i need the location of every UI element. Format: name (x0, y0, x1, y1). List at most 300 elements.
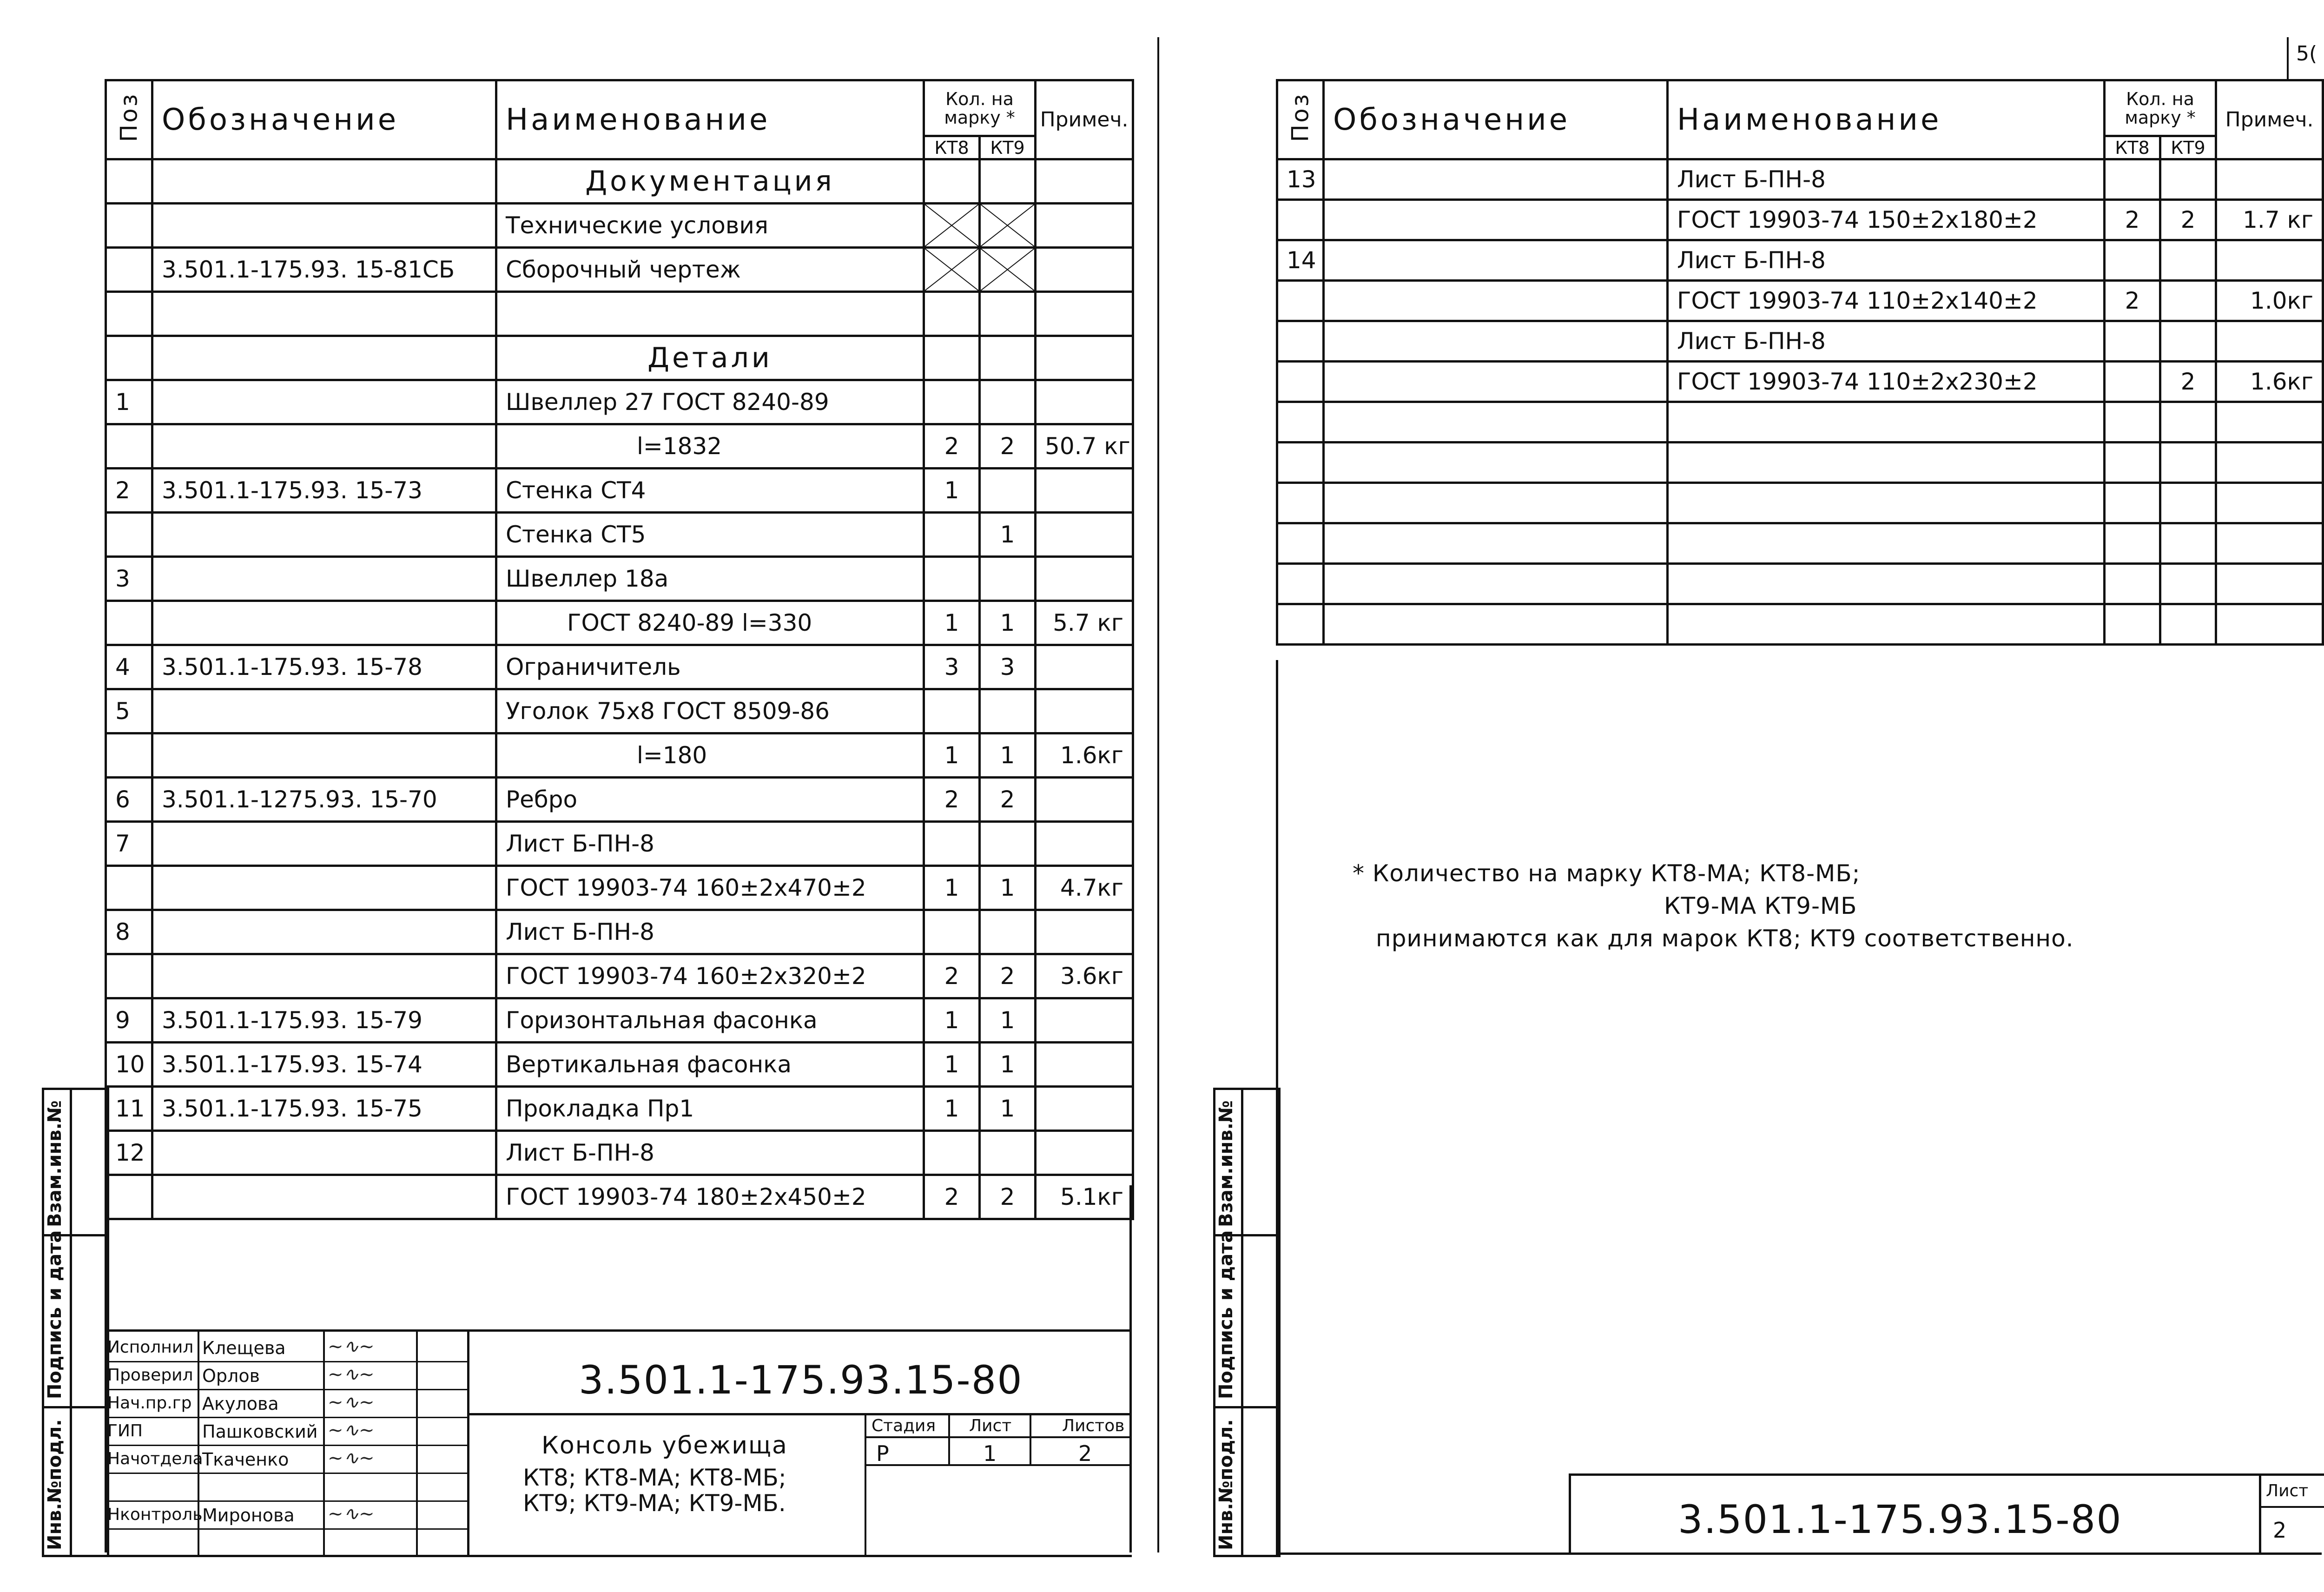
note-line-3: принимаются как для марок КТ8; КТ9 соответственно. (1376, 925, 2074, 952)
cell-poz (106, 954, 152, 998)
cell-kt8 (924, 292, 980, 336)
cell-poz (1277, 564, 1324, 604)
cell-kt9 (980, 469, 1036, 513)
cell-name: Ребро (496, 778, 924, 822)
table-row (106, 601, 1133, 645)
cell-poz (106, 601, 152, 645)
table-row (1277, 443, 2323, 483)
cell-prim (1036, 292, 1133, 336)
cell-prim (1036, 822, 1133, 866)
cell-prim (1036, 1087, 1133, 1131)
table-row (1277, 321, 2323, 362)
cell-poz (1277, 321, 1324, 362)
cell-name (1668, 443, 2105, 483)
cell-kt9 (2160, 281, 2216, 321)
cell-prim (1036, 557, 1133, 601)
cell-prim: 50.7 кг (1036, 424, 1133, 469)
cell-prim (2216, 159, 2323, 200)
note-line-2: КТ9-МА КТ9-МБ (1664, 892, 1857, 919)
cell-kt8 (924, 822, 980, 866)
cell-kt8 (2105, 443, 2160, 483)
cell-kt9: 2 (2160, 200, 2216, 240)
cell-poz: 12 (106, 1131, 152, 1175)
cell-prim: 1.6кг (2216, 362, 2323, 402)
cell-prim (1036, 910, 1133, 954)
table-row (106, 645, 1133, 689)
right-list-value: 2 (2273, 1518, 2287, 1543)
cell-kt8 (924, 204, 980, 248)
right-tb-v (2259, 1476, 2261, 1555)
cell-prim (2216, 321, 2323, 362)
cell-obozn (1324, 159, 1668, 200)
left-sidebar-podpis: Подпись и дата (44, 1230, 66, 1399)
cell-poz (106, 248, 152, 292)
signature-icon: ~∿~ (328, 1364, 375, 1385)
tb-v3 (416, 1332, 418, 1555)
cell-kt9 (2160, 604, 2216, 645)
table-row (106, 1131, 1133, 1175)
cell-kt8: 1 (924, 733, 980, 778)
table-row (106, 1043, 1133, 1087)
cell-obozn (1324, 564, 1668, 604)
cell-prim (1036, 336, 1133, 380)
cell-kt8 (924, 380, 980, 424)
stamp-row-line (105, 1417, 467, 1418)
cell-kt8 (924, 557, 980, 601)
cell-kt8: 2 (2105, 281, 2160, 321)
cell-kt9 (2160, 443, 2216, 483)
cell-name: Прокладка Пр1 (496, 1087, 924, 1131)
cell-kt9: 2 (980, 778, 1036, 822)
stadia-value: Р (876, 1441, 889, 1466)
tb-v4 (467, 1332, 469, 1555)
cell-obozn (152, 380, 496, 424)
cell-name: Ограничитель (496, 645, 924, 689)
cell-obozn (152, 424, 496, 469)
col-naimenovanie-right: Наименование (1668, 80, 2105, 159)
tb-v2 (323, 1332, 325, 1555)
cell-obozn (152, 1175, 496, 1219)
cell-prim (2216, 604, 2323, 645)
cell-name: Лист Б-ПН-8 (1668, 240, 2105, 281)
cell-prim (1036, 778, 1133, 822)
cell-obozn (152, 204, 496, 248)
col-poz-right (1277, 80, 1324, 159)
signature-icon: ~∿~ (328, 1447, 375, 1469)
cell-poz (106, 1175, 152, 1219)
stamp-row-line (105, 1528, 467, 1530)
cell-prim: 4.7кг (1036, 866, 1133, 910)
cell-kt9: 1 (980, 513, 1036, 557)
cell-obozn (1324, 321, 1668, 362)
table-row (1277, 604, 2323, 645)
tb-h-stadia (865, 1436, 1132, 1438)
stamp-title-2: КТ8; КТ8-МА; КТ8-МБ; (523, 1464, 786, 1491)
table-row (1277, 240, 2323, 281)
cell-kt8 (924, 159, 980, 204)
stadia-label: Стадия (872, 1416, 936, 1435)
cell-name: ГОСТ 8240-89 l=330 (496, 601, 924, 645)
cell-prim (1036, 513, 1133, 557)
table-row (1277, 523, 2323, 564)
cell-prim (1036, 689, 1133, 733)
cell-obozn (1324, 362, 1668, 402)
cell-obozn (1324, 483, 1668, 523)
cell-kt9: 2 (980, 954, 1036, 998)
cell-kt8: 2 (924, 1175, 980, 1219)
col-poz-label: Поз (115, 92, 143, 142)
cell-kt9 (2160, 564, 2216, 604)
left-sidebar-vzam: Взам.инв.№ (44, 1100, 66, 1227)
col-kol-right: Кол. на марку * (2105, 80, 2216, 136)
cell-kt9 (980, 292, 1036, 336)
cell-kt9 (2160, 240, 2216, 281)
right-sheet (1171, 0, 2324, 1592)
stamp-person: Акулова (202, 1394, 279, 1414)
cell-kt9 (980, 248, 1036, 292)
cell-obozn (1324, 604, 1668, 645)
signature-icon: ~∿~ (328, 1420, 375, 1441)
table-row (106, 469, 1133, 513)
cell-obozn: 3.501.1-175.93. 15-81СБ (152, 248, 496, 292)
right-sidebar-h2 (1215, 1406, 1278, 1408)
cell-prim (2216, 443, 2323, 483)
col-oboznachenie: Обозначение (152, 80, 496, 159)
cell-name (1668, 523, 2105, 564)
table-row (106, 1175, 1133, 1219)
cell-name (1668, 402, 2105, 443)
col-kol: Кол. на марку * (924, 80, 1036, 136)
cell-prim (1036, 204, 1133, 248)
cell-kt9 (2160, 402, 2216, 443)
cell-name: ГОСТ 19903-74 160±2х470±2 (496, 866, 924, 910)
stamp-code: 3.501.1-175.93.15-80 (579, 1357, 1023, 1403)
signature-icon: ~∿~ (328, 1392, 375, 1413)
cell-kt8 (924, 248, 980, 292)
cell-poz (106, 292, 152, 336)
stamp-row-line (105, 1445, 467, 1446)
cell-poz (1277, 402, 1324, 443)
cell-poz (1277, 443, 1324, 483)
right-sidebar-inv: Инв.№подл. (1215, 1419, 1237, 1550)
cell-prim (1036, 469, 1133, 513)
note-line-1: * Количество на марку КТ8-МА; КТ8-МБ; (1353, 860, 1861, 887)
cell-kt8 (2105, 604, 2160, 645)
table-row (1277, 281, 2323, 321)
cell-kt8 (2105, 483, 2160, 523)
title-block (105, 1329, 1132, 1557)
cell-kt9: 2 (980, 1175, 1036, 1219)
table-row (106, 159, 1133, 204)
cell-poz: 2 (106, 469, 152, 513)
table-row (106, 1087, 1133, 1131)
cell-prim (1036, 1043, 1133, 1087)
col-primech: Примеч. (1036, 80, 1133, 159)
tb-h-main (467, 1413, 1132, 1415)
cell-poz (106, 424, 152, 469)
cell-name: Стенка СТ4 (496, 469, 924, 513)
stamp-person: Ткаченко (202, 1449, 289, 1470)
cell-name: Лист Б-ПН-8 (1668, 321, 2105, 362)
cell-kt9: 3 (980, 645, 1036, 689)
cell-obozn (152, 159, 496, 204)
right-tb-h (2259, 1506, 2324, 1508)
col-naimenovanie: Наименование (496, 80, 924, 159)
table-row (106, 998, 1133, 1043)
corner-mark (2287, 37, 2289, 79)
cell-prim (2216, 402, 2323, 443)
cell-name: Сборочный чертеж (496, 248, 924, 292)
cell-kt9: 2 (980, 424, 1036, 469)
cross-mark-icon (925, 205, 978, 246)
fold-mark (1157, 37, 1159, 1552)
cell-name: Уголок 75х8 ГОСТ 8509-86 (496, 689, 924, 733)
cell-kt8 (2105, 402, 2160, 443)
cell-poz: 6 (106, 778, 152, 822)
cell-obozn (1324, 523, 1668, 564)
cross-mark-icon (981, 249, 1034, 291)
cell-kt9 (980, 689, 1036, 733)
cell-prim: 3.6кг (1036, 954, 1133, 998)
cell-kt9: 1 (980, 998, 1036, 1043)
cell-kt8 (924, 1131, 980, 1175)
cell-kt8 (924, 513, 980, 557)
cell-kt9: 2 (2160, 362, 2216, 402)
cell-name: Лист Б-ПН-8 (1668, 159, 2105, 200)
cell-prim (1036, 998, 1133, 1043)
cell-poz (106, 159, 152, 204)
stamp-role: ГИП (107, 1421, 143, 1440)
table-row (106, 424, 1133, 469)
cell-kt8: 1 (924, 1087, 980, 1131)
stamp-role: Нконтроль (107, 1505, 203, 1524)
cell-poz: 7 (106, 822, 152, 866)
cell-kt8 (2105, 362, 2160, 402)
stamp-title-3: КТ9; КТ9-МА; КТ9-МБ. (523, 1490, 786, 1517)
right-title-block (1569, 1473, 2324, 1555)
tb-v-stadia (865, 1413, 866, 1555)
cell-kt8 (924, 336, 980, 380)
table-row (106, 248, 1133, 292)
stamp-row-line (105, 1361, 467, 1362)
cell-poz (1277, 362, 1324, 402)
cell-poz (106, 336, 152, 380)
col-kt8-right: КТ8 (2105, 136, 2160, 159)
cell-obozn (152, 292, 496, 336)
list-label: Лист (969, 1416, 1012, 1435)
cell-kt9 (980, 910, 1036, 954)
tb-v-list (948, 1413, 950, 1464)
tb-v-listov (1030, 1413, 1031, 1464)
cell-obozn (152, 822, 496, 866)
cell-name: ГОСТ 19903-74 110±2х230±2 (1668, 362, 2105, 402)
table-row (1277, 564, 2323, 604)
table-row (1277, 402, 2323, 443)
cell-poz: 14 (1277, 240, 1324, 281)
cell-kt8: 1 (924, 866, 980, 910)
cell-kt9 (2160, 483, 2216, 523)
cell-poz (1277, 483, 1324, 523)
spec-table-left (105, 79, 1134, 1220)
list-value: 1 (983, 1441, 997, 1466)
cell-kt8: 2 (2105, 200, 2160, 240)
cell-prim (1036, 1131, 1133, 1175)
cell-name: Документация (496, 159, 924, 204)
table-row (106, 866, 1133, 910)
cell-obozn (152, 866, 496, 910)
cell-prim (2216, 523, 2323, 564)
col-primech-right: Примеч. (2216, 80, 2323, 159)
cell-poz (1277, 523, 1324, 564)
stamp-person: Орлов (202, 1366, 260, 1386)
cell-obozn (152, 733, 496, 778)
cell-kt8: 3 (924, 645, 980, 689)
cell-poz (106, 513, 152, 557)
table-row (106, 513, 1133, 557)
cell-kt8 (2105, 159, 2160, 200)
cell-kt9: 1 (980, 1043, 1036, 1087)
table-row (106, 733, 1133, 778)
cell-kt9: 1 (980, 733, 1036, 778)
cell-prim (1036, 380, 1133, 424)
cell-obozn (152, 601, 496, 645)
cell-prim (2216, 240, 2323, 281)
cell-prim (1036, 645, 1133, 689)
signature-icon: ~∿~ (328, 1336, 375, 1357)
signature-icon: ~∿~ (328, 1503, 375, 1525)
cell-poz (1277, 200, 1324, 240)
cell-poz (1277, 281, 1324, 321)
cell-name: Лист Б-ПН-8 (496, 822, 924, 866)
cell-name: l=1832 (496, 424, 924, 469)
col-kt8: КТ8 (924, 136, 980, 159)
table-row (106, 557, 1133, 601)
cell-obozn: 3.501.1-175.93. 15-73 (152, 469, 496, 513)
table-row (106, 822, 1133, 866)
cell-kt8 (924, 910, 980, 954)
cell-prim (2216, 483, 2323, 523)
cell-name (496, 292, 924, 336)
cell-kt9: 1 (980, 866, 1036, 910)
cell-name: Детали (496, 336, 924, 380)
cell-kt9 (980, 336, 1036, 380)
cell-name: Лист Б-ПН-8 (496, 1131, 924, 1175)
cell-name (1668, 564, 2105, 604)
cell-poz: 9 (106, 998, 152, 1043)
cell-obozn: 3.501.1-1275.93. 15-70 (152, 778, 496, 822)
cell-name (1668, 483, 2105, 523)
cell-kt8: 1 (924, 469, 980, 513)
table-row (106, 204, 1133, 248)
cell-kt9 (980, 380, 1036, 424)
table-row (1277, 362, 2323, 402)
cell-name: ГОСТ 19903-74 180±2х450±2 (496, 1175, 924, 1219)
cell-kt8: 1 (924, 601, 980, 645)
cell-name: Швеллер 18а (496, 557, 924, 601)
cell-poz (106, 204, 152, 248)
cell-name: ГОСТ 19903-74 110±2х140±2 (1668, 281, 2105, 321)
cell-poz: 13 (1277, 159, 1324, 200)
table-row (106, 336, 1133, 380)
cell-kt8 (2105, 564, 2160, 604)
cell-kt9 (980, 557, 1036, 601)
cell-kt9: 1 (980, 1087, 1036, 1131)
cell-poz (106, 866, 152, 910)
cell-name: Технические условия (496, 204, 924, 248)
sidebar-h2 (44, 1406, 107, 1408)
cell-obozn (1324, 200, 1668, 240)
cross-mark-icon (925, 249, 978, 291)
cell-kt9 (980, 822, 1036, 866)
table-row (106, 778, 1133, 822)
cell-obozn (152, 336, 496, 380)
listov-label: Листов (1062, 1416, 1125, 1435)
cell-obozn: 3.501.1-175.93. 15-74 (152, 1043, 496, 1087)
stamp-row-line (105, 1389, 467, 1390)
cell-poz: 10 (106, 1043, 152, 1087)
cell-kt9 (980, 1131, 1036, 1175)
cell-prim (1036, 159, 1133, 204)
table-row (106, 380, 1133, 424)
page-corner: 5( (2296, 42, 2317, 66)
cell-obozn (152, 557, 496, 601)
col-poz (106, 80, 152, 159)
cell-kt9 (980, 204, 1036, 248)
cell-prim: 1.0кг (2216, 281, 2323, 321)
cell-prim: 1.6кг (1036, 733, 1133, 778)
cell-poz: 5 (106, 689, 152, 733)
stamp-title-1: Консоль убежища (541, 1432, 788, 1460)
stamp-person: Клещева (202, 1338, 286, 1358)
cell-kt9 (2160, 321, 2216, 362)
stamp-row-line (105, 1473, 467, 1474)
cross-mark-icon (981, 205, 1034, 246)
right-list-label: Лист (2266, 1481, 2309, 1500)
table-row (1277, 159, 2323, 200)
cell-name (1668, 604, 2105, 645)
stamp-role: Начотдела (107, 1449, 203, 1468)
table-row (1277, 483, 2323, 523)
stamp-row-line (105, 1500, 467, 1502)
cell-name: Горизонтальная фасонка (496, 998, 924, 1043)
cell-poz: 4 (106, 645, 152, 689)
cell-name: Лист Б-ПН-8 (496, 910, 924, 954)
table-row (106, 689, 1133, 733)
cell-name: Вертикальная фасонка (496, 1043, 924, 1087)
cell-obozn (1324, 281, 1668, 321)
cell-poz (1277, 604, 1324, 645)
cell-obozn: 3.501.1-175.93. 15-75 (152, 1087, 496, 1131)
cell-obozn (1324, 402, 1668, 443)
col-kt9: КТ9 (980, 136, 1036, 159)
cell-obozn (1324, 240, 1668, 281)
cell-kt8 (2105, 523, 2160, 564)
right-sidebar-divider (1241, 1090, 1243, 1555)
cell-name: ГОСТ 19903-74 150±2х180±2 (1668, 200, 2105, 240)
cell-poz: 8 (106, 910, 152, 954)
cell-name: Швеллер 27 ГОСТ 8240-89 (496, 380, 924, 424)
col-kt9-right: КТ9 (2160, 136, 2216, 159)
cell-kt9 (2160, 159, 2216, 200)
stamp-role: Нач.пр.гр (107, 1394, 192, 1413)
stamp-role: Исполнил (107, 1338, 194, 1357)
cell-obozn (152, 910, 496, 954)
table-row (106, 910, 1133, 954)
cell-kt8: 1 (924, 1043, 980, 1087)
cell-kt8 (924, 689, 980, 733)
cell-name: l=180 (496, 733, 924, 778)
cell-kt8: 2 (924, 954, 980, 998)
